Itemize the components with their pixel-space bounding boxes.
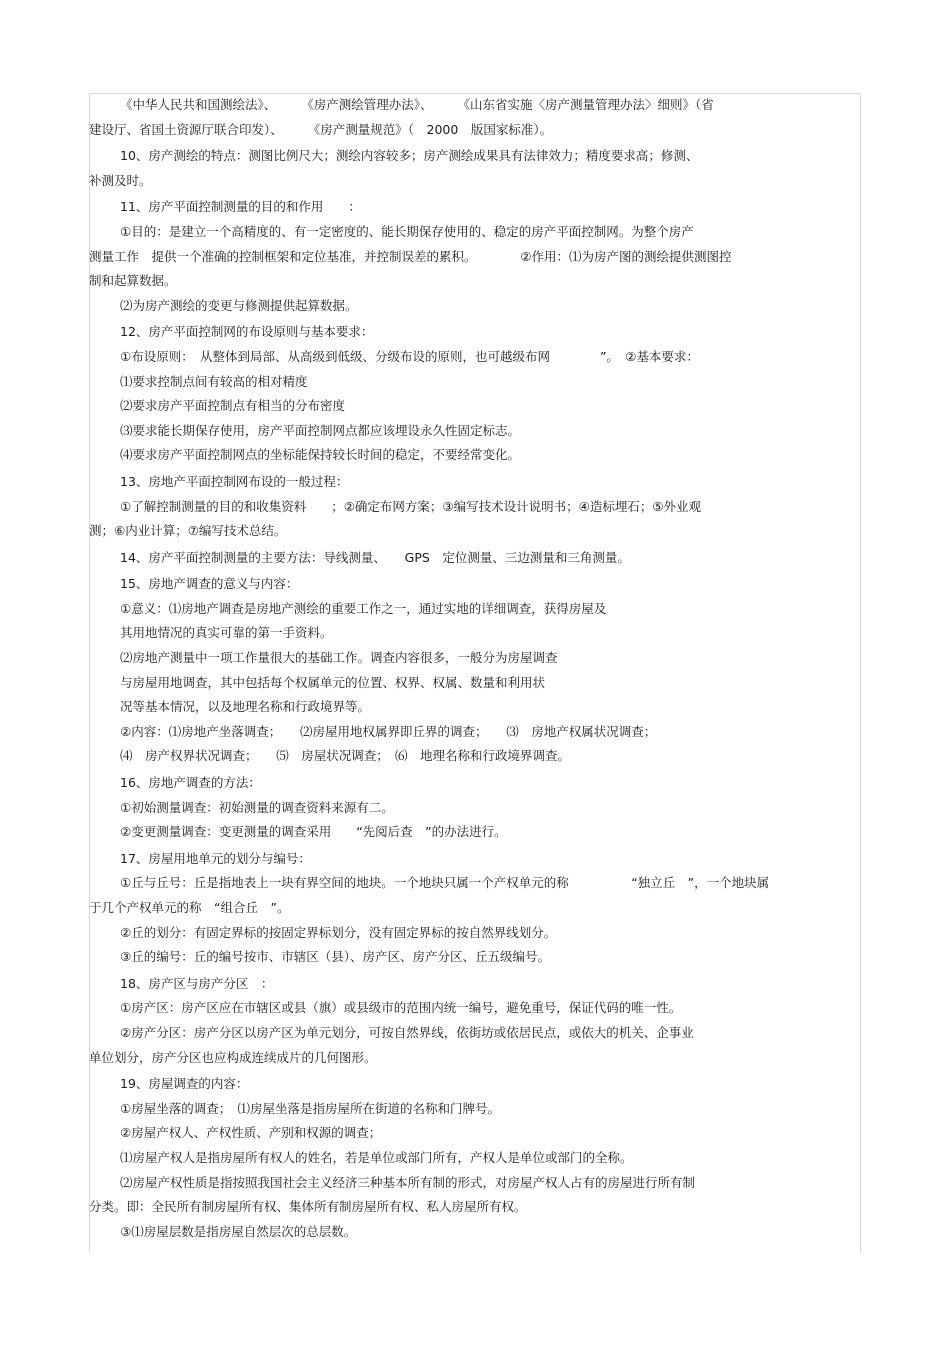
text-line: 其用地情况的真实可靠的第一手资料。	[120, 625, 333, 641]
text-line: 于几个产权单元的称 “组合丘 ”。	[89, 900, 290, 915]
text-line: ③丘的编号：丘的编号按市、市辖区（县）、房产区、房产分区、丘五级编号。	[120, 949, 550, 965]
text-line: 10、房产测绘的特点：测图比例尺大；测绘内容较多；房产测绘成果具有法律效力；精度要求高；修测、	[120, 148, 699, 164]
text-line: 18、房产区与房产分区 ：	[120, 975, 274, 991]
text-line: 13、房地产平面控制网布设的一般过程：	[120, 473, 349, 489]
text-line: ⑵房屋产权性质是指按照我国社会主义经济三种基本所有制的形式，对房屋产权人占有的房屋进行所有制	[120, 1174, 696, 1190]
text-line: 单位划分，房产分区也应构成连续成片的几何图形。	[89, 1049, 377, 1065]
text-line: 17、房屋用地单元的划分与编号：	[120, 850, 311, 866]
text-line: ⑵房地产测量中一项工作量很大的基础工作。调查内容很多，一般分为房屋调查	[120, 650, 558, 666]
text-line: 分类。即：全民所有制房屋所有权、集体所有制房屋所有权、私人房屋所有权。	[89, 1199, 527, 1215]
text-line: ③⑴房屋层数是指房屋自然层次的总层数。	[120, 1223, 357, 1239]
text-line: 测量工作 提供一个准确的控制框架和定位基准，并控制误差的累积。 ②作用：⑴为房产图的测绘提供测图控	[89, 248, 732, 264]
text-line: ⑶要求能长期保存使用，房产平面控制网点都应该埋设永久性固定标志。	[120, 422, 521, 438]
text-line: 16、房地产调查的方法：	[120, 775, 261, 791]
text-line: ①丘与丘号：丘是指地表上一块有界空间的地块。一个地块只属一个产权单元的称 “独立丘 ”，一个地块属	[120, 875, 770, 891]
text-line: 《中华人民共和国测绘法》、 《房产测绘管理办法》、 《山东省实施〈房产测量管理办法〉细则》（省	[120, 97, 714, 112]
text-line: 制和起算数据。	[89, 273, 177, 289]
text-line: 11、房产平面控制测量的目的和作用 ：	[120, 199, 361, 215]
text-line: ⑷ 房产权界状况调查； ⑸ 房屋状况调查； ⑹ 地理名称和行政境界调查。	[120, 748, 571, 764]
text-line: ⑵要求房产平面控制点有相当的分布密度	[120, 398, 346, 414]
document-body	[89, 93, 859, 1244]
text-line: ①意义：⑴房地产调查是房地产测绘的重要工作之一，通过实地的详细调查，获得房屋及	[120, 600, 607, 616]
text-line: 14、房产平面控制测量的主要方法：导线测量、 GPS 定位测量、三边测量和三角测量。	[120, 549, 630, 565]
text-line: ⑵为房产测绘的变更与修测提供起算数据。	[120, 297, 358, 313]
text-line: ②内容：⑴房地产坐落调查； ⑵房屋用地权属界即丘界的调查； ⑶ 房地产权属状况调查；	[120, 723, 657, 739]
text-line: ②丘的划分：有固定界标的按固定界标划分，没有固定界标的按自然界线划分。	[120, 924, 557, 940]
text-line: ①初始测量调查：初始测量的调查资料来源有二。	[120, 799, 394, 815]
text-line: ⑴要求控制点间有较高的相对精度	[120, 373, 308, 389]
text-line: 19、房屋调查的内容：	[120, 1076, 249, 1092]
text-line: ①房屋坐落的调查； ⑴房屋坐落是指房屋所在街道的名称和门牌号。	[120, 1100, 500, 1116]
text-line: ①目的：是建立一个高精度的、有一定密度的、能长期保存使用的、稳定的房产平面控制网。为整个房产	[120, 223, 694, 239]
text-line: 建设厅、省国土资源厅联合印发）、 《房产测量规范》（ 2000 版国家标准）。	[89, 121, 553, 137]
text-line: 补测及时。	[89, 172, 152, 188]
text-line: ②变更测量调查：变更测量的调查采用 “先阅后查 ”的办法进行。	[120, 824, 507, 840]
text-line: 测；⑥内业计算；⑦编写技术总结。	[89, 523, 287, 539]
text-line: 15、房地产调查的意义与内容：	[120, 576, 299, 592]
text-line: ①房产区：房产区应在市辖区或县（旗）或县级市的范围内统一编号，避免重号，保证代码的唯一性。	[120, 1000, 682, 1016]
text-line: ①布设原则： 从整体到局部、从高级到低级、分级布设的原则，也可越级布网 ”。 ②基本要求：	[120, 348, 699, 364]
text-line: ⑷要求房产平面控制网点的坐标能保持较长时间的稳定，不要经常变化。	[120, 447, 521, 463]
text-line: 况等基本情况，以及地理名称和行政境界等。	[120, 699, 371, 715]
text-line: ①了解控制测量的目的和收集资料 ；②确定布网方案；③编写技术设计说明书；④造标埋石；⑤外业观	[120, 498, 702, 514]
text-line: ⑴房屋产权人是指房屋所有权人的姓名，若是单位或部门所有，产权人是单位或部门的全称。	[120, 1149, 633, 1165]
text-line: ②房产分区：房产分区以房产区为单元划分，可按自然界线，依街坊或依居民点，或依大的机关、企事业	[120, 1024, 694, 1040]
text-line: 与房屋用地调查，其中包括每个权属单元的位置、权界、权属、数量和利用状	[120, 674, 546, 690]
text-line: ②房屋产权人、产权性质、产别和权源的调查；	[120, 1125, 382, 1141]
text-line: 12、房产平面控制网的布设原则与基本要求：	[120, 324, 374, 340]
